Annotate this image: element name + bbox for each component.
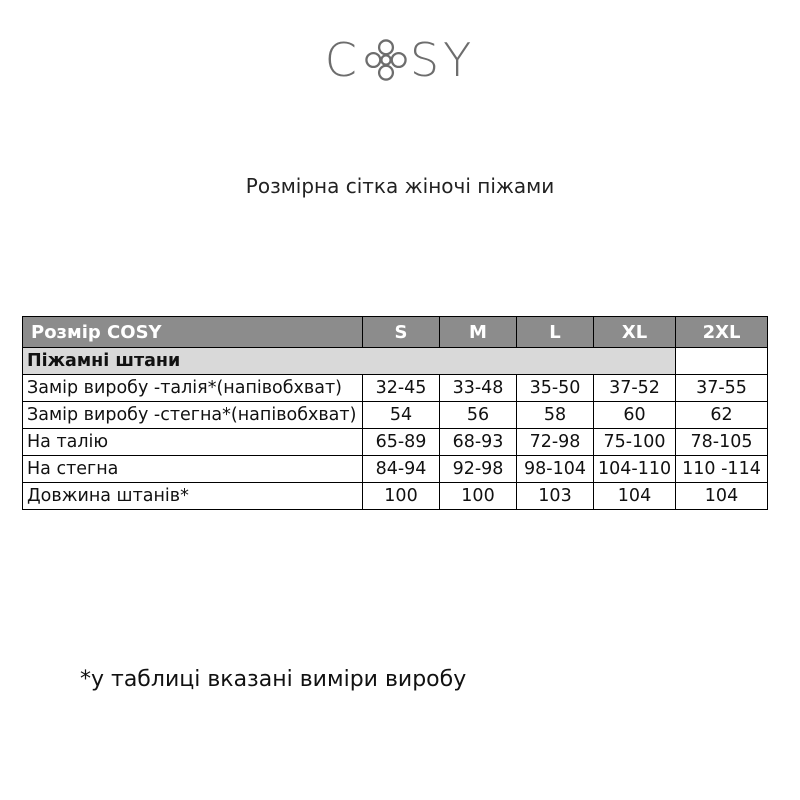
table-cell: 72-98 xyxy=(517,429,594,456)
table-cell: 37-55 xyxy=(676,375,768,402)
row-label: На талію xyxy=(23,429,363,456)
table-cell: 62 xyxy=(676,402,768,429)
brand-logo xyxy=(0,28,800,92)
table-cell: 92-98 xyxy=(440,456,517,483)
footnote: *у таблиці вказані виміри виробу xyxy=(80,667,467,692)
header-size-xl: XL xyxy=(594,317,676,348)
table-cell: 33-48 xyxy=(440,375,517,402)
table-cell: 100 xyxy=(363,483,440,510)
table-cell: 56 xyxy=(440,402,517,429)
table-cell: 68-93 xyxy=(440,429,517,456)
header-size-m: M xyxy=(440,317,517,348)
table-cell: 75-100 xyxy=(594,429,676,456)
table-cell: 78-105 xyxy=(676,429,768,456)
row-label: Замір виробу -талія*(напівобхват) xyxy=(23,375,363,402)
table-cell: 103 xyxy=(517,483,594,510)
row-label: Замір виробу -стегна*(напівобхват) xyxy=(23,402,363,429)
table-cell: 32-45 xyxy=(363,375,440,402)
row-label: Довжина штанів* xyxy=(23,483,363,510)
table-cell: 54 xyxy=(363,402,440,429)
header-size-s: S xyxy=(363,317,440,348)
section-row xyxy=(23,348,768,375)
table-cell: 104-110 xyxy=(594,456,676,483)
table-row xyxy=(23,429,768,456)
table-cell: 37-52 xyxy=(594,375,676,402)
page-title: Розмірна сітка жіночі піжами xyxy=(245,174,555,198)
table-cell: 35-50 xyxy=(517,375,594,402)
table-row xyxy=(23,483,768,510)
table-cell: 98-104 xyxy=(517,456,594,483)
header-size-l: L xyxy=(517,317,594,348)
header-size-2xl: 2XL xyxy=(676,317,768,348)
flower-knot-icon xyxy=(363,37,409,83)
brand-logo-lead: C xyxy=(324,33,361,87)
table-cell: 84-94 xyxy=(363,456,440,483)
table-row xyxy=(23,375,768,402)
table-cell: 60 xyxy=(594,402,676,429)
table-cell: 110 -114 xyxy=(676,456,768,483)
section-blank-cell xyxy=(676,348,768,375)
row-label: На стегна xyxy=(23,456,363,483)
table-row xyxy=(23,402,768,429)
brand-logo-tail: SY xyxy=(409,33,476,87)
table-header-row xyxy=(23,317,768,348)
table-row xyxy=(23,456,768,483)
size-chart-table xyxy=(22,316,768,510)
table-cell: 58 xyxy=(517,402,594,429)
table-cell: 65-89 xyxy=(363,429,440,456)
table-cell: 104 xyxy=(594,483,676,510)
header-size-label: Розмір COSY xyxy=(23,317,363,348)
section-title: Піжамні штани xyxy=(23,348,676,375)
table-cell: 104 xyxy=(676,483,768,510)
table-cell: 100 xyxy=(440,483,517,510)
